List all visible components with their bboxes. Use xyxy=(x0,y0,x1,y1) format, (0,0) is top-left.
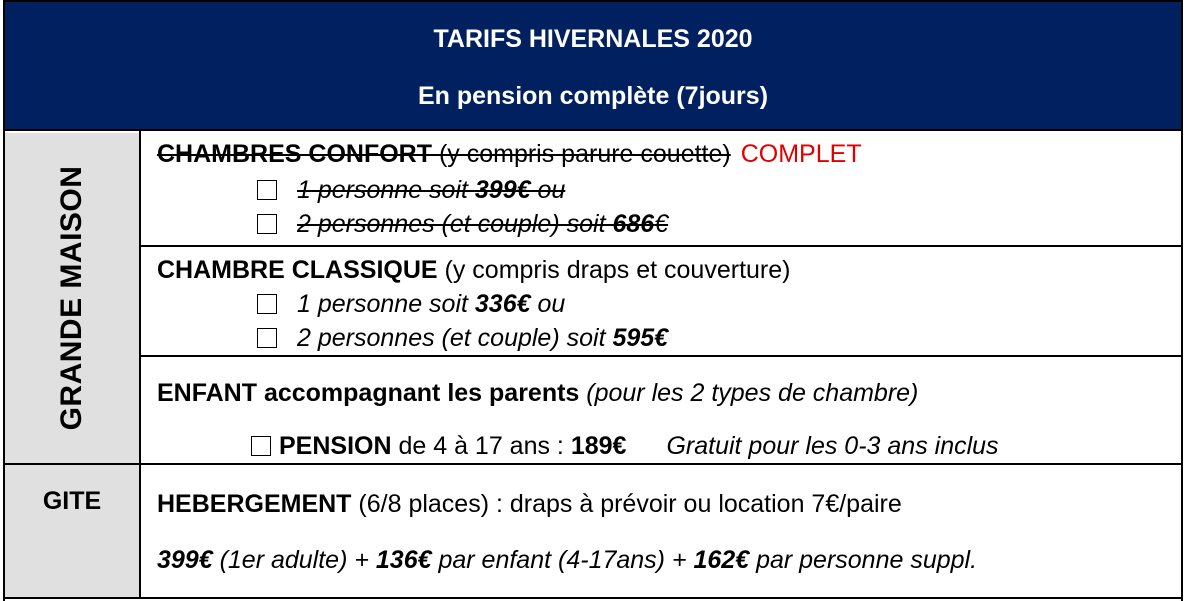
confort-heading xyxy=(157,140,862,169)
table-border-right xyxy=(1181,131,1183,601)
enfant-title: ENFANT accompagnant les parents xyxy=(157,379,580,407)
confort-status: COMPLET xyxy=(740,140,862,168)
section-label-gite xyxy=(5,465,139,597)
classique-title: CHAMBRE CLASSIQUE xyxy=(157,256,438,284)
classique-price-2: 595€ xyxy=(612,324,669,352)
gite-details: (6/8 places) : draps à prévoir ou location 7€/paire xyxy=(351,490,902,518)
confort-title: CHAMBRES CONFORT xyxy=(157,140,432,168)
gite-pricing: 399€ (1er adulte) + 136€ par enfant (4-17ans) + 162€ par personne suppl. xyxy=(157,546,978,574)
confort-option-2: 2 personnes (et couple) soit 686€ xyxy=(257,210,668,239)
classique-option-2: 2 personnes (et couple) soit 595€ xyxy=(257,324,668,353)
classique-note: (y compris draps et couverture) xyxy=(437,256,791,284)
gite-heading xyxy=(157,490,902,519)
confort-note: (y compris parure couette) xyxy=(438,140,731,168)
gite-title: HEBERGEMENT xyxy=(157,490,352,518)
pension-price: 189€ xyxy=(570,432,627,460)
free-note: Gratuit pour les 0-3 ans inclus xyxy=(666,432,999,460)
gite-label: GITE xyxy=(42,487,102,515)
table-header xyxy=(3,0,1183,131)
section-label-grande-maison xyxy=(5,133,139,463)
classique-price-1: 336€ xyxy=(474,290,531,318)
confort-option-1: 1 personne soit 399€ ou xyxy=(257,176,565,205)
row-divider xyxy=(139,355,1183,357)
checkbox-icon[interactable] xyxy=(257,180,277,200)
enfant-heading xyxy=(157,379,918,408)
enfant-note: (pour les 2 types de chambre) xyxy=(579,379,919,407)
checkbox-icon[interactable] xyxy=(257,214,277,234)
header-subtitle: En pension complète (7jours) xyxy=(417,82,769,110)
checkbox-icon[interactable] xyxy=(251,436,271,456)
enfant-pension-option: PENSION de 4 à 17 ans : 189€ Gratuit pour les 0-3 ans inclus xyxy=(251,432,999,461)
checkbox-icon[interactable] xyxy=(257,294,277,314)
pension-label: PENSION xyxy=(279,432,392,460)
table-border-left xyxy=(3,131,5,601)
section-divider xyxy=(3,463,1183,465)
confort-price-1: 399€ xyxy=(474,176,531,204)
gite-price-child: 136€ xyxy=(375,546,432,574)
header-title: TARIFS HIVERNALES 2020 xyxy=(433,25,753,53)
column-divider xyxy=(139,131,141,597)
row-divider xyxy=(139,245,1183,247)
grande-maison-label: GRANDE MAISON xyxy=(55,165,88,431)
classique-option-1: 1 personne soit 336€ ou xyxy=(257,290,565,319)
gite-price-extra: 162€ xyxy=(693,546,750,574)
confort-price-2: 686 xyxy=(612,210,655,238)
classique-heading xyxy=(157,256,790,285)
gite-price-adult: 399€ xyxy=(157,546,213,574)
checkbox-icon[interactable] xyxy=(257,328,277,348)
table-border-bottom xyxy=(3,597,1183,599)
